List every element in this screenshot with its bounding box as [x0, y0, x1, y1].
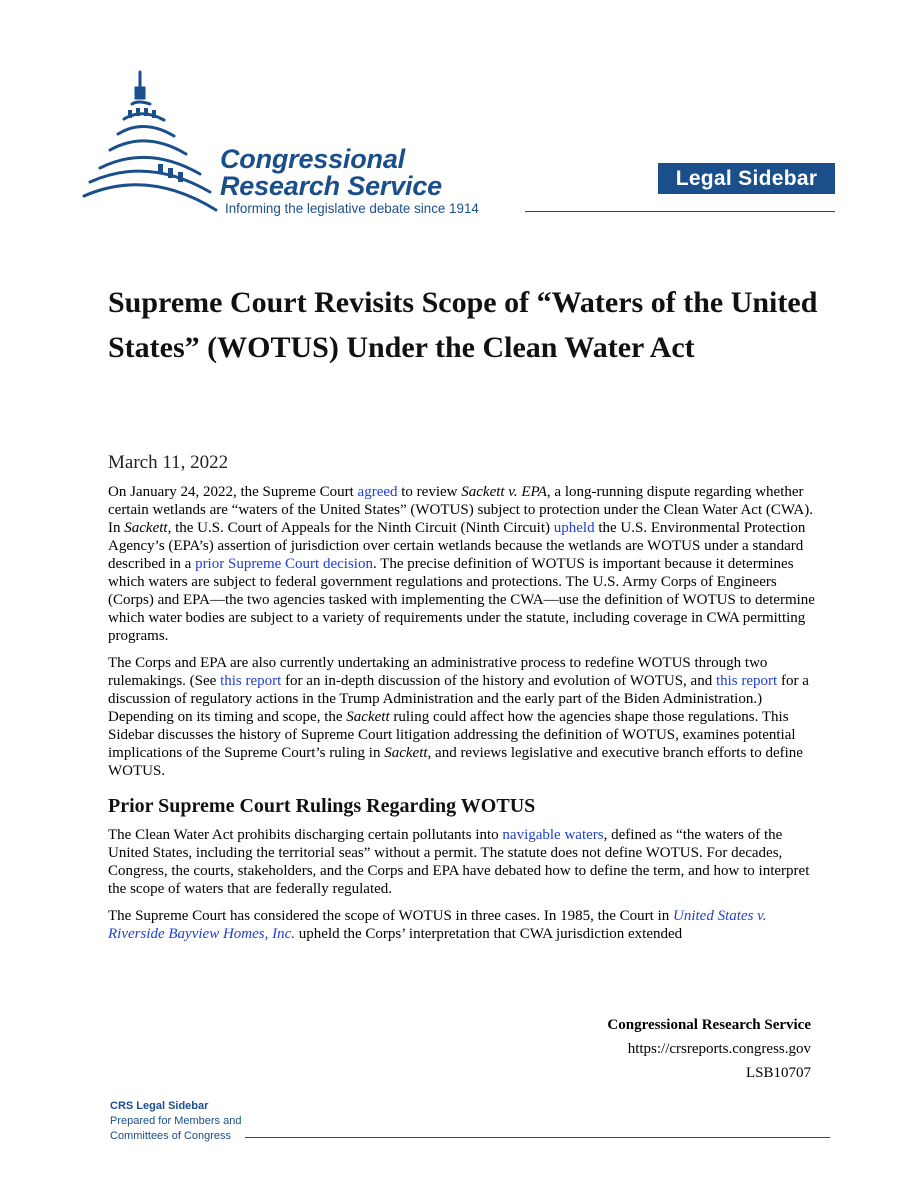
paragraph-1: On January 24, 2022, the Supreme Court agreed to review Sackett v. EPA, a long-running dispute regarding whether certain wetlands are “waters of the United States” (WOTUS) subject to protection under the Clean Water Act (CWA). In Sackett, the U.S. Court of Appeals for the Ninth Circuit (Ninth Circuit) upheld the U.S. Environmental Protection Agency’s (EPA’s) assertion of jurisdiction over certain wetlands because the wetlands are WOTUS under a standard described in a prior Supreme Court decision. The precise definition of WOTUS is important because it determines which waters are subject to federal government regulations and protections. The U.S. Army Corps of Engineers (Corps) and EPA—the two agencies tasked with implementing the CWA—use the definition of WOTUS to determine which water bodies are subject to a variety of requirements under the statute, including coverage in CWA permitting programs. — [108, 484, 815, 644]
link-agreed[interactable]: agreed — [357, 484, 398, 500]
footer-series-title: CRS Legal Sidebar — [110, 1100, 209, 1112]
link-riverside-bayview[interactable]: United States v. Riverside Bayview Homes, Inc. — [108, 908, 767, 942]
logo-name-line2: Research Service — [220, 171, 442, 201]
logo-name-line1: Congressional — [220, 144, 405, 174]
link-navigable-waters[interactable]: navigable waters — [502, 827, 604, 843]
capitol-dome-icon — [78, 64, 218, 224]
publication-date: March 11, 2022 — [108, 452, 229, 473]
footer-rule — [245, 1137, 830, 1138]
footer-series-line2: Committees of Congress — [110, 1130, 232, 1142]
article-body — [108, 483, 824, 952]
paragraph-2: The Corps and EPA are also currently undertaking an administrative process to redefine WOTUS through two rulemakings. (See this report for an in-depth discussion of the history and evolution of WOTUS, and this report for a discussion of regulatory actions in the Trump Administration and the early part of the Biden Administration.) Depending on its timing and scope, the Sackett ruling could affect how the agencies shape those regulations. This Sidebar discusses the history of Supreme Court litigation addressing the definition of WOTUS, examines potential implications of the Supreme Court’s ruling in Sackett, and reviews legislative and executive branch efforts to define WOTUS. — [108, 655, 809, 779]
paragraph-4: The Supreme Court has considered the scope of WOTUS in three cases. In 1985, the Court in United States v. Riverside Bayview Homes, Inc. upheld the Corps’ interpretation that CWA jurisdiction extended — [108, 908, 767, 942]
footer-series — [110, 1099, 241, 1144]
footer-url[interactable]: https://crsreports.congress.gov — [627, 1041, 811, 1057]
section-heading: Prior Supreme Court Rulings Regarding WOTUS — [108, 795, 536, 817]
footer-publisher — [607, 1013, 811, 1085]
link-this-report-1[interactable]: this report — [220, 673, 282, 689]
footer-org: Congressional Research Service — [607, 1017, 811, 1033]
footer-series-line1: Prepared for Members and — [110, 1115, 242, 1127]
legal-sidebar-badge: Legal Sidebar — [658, 163, 835, 194]
footer-report-code: LSB10707 — [745, 1065, 811, 1081]
logo-tagline: Informing the legislative debate since 1914 — [225, 201, 479, 216]
crs-logo — [78, 64, 538, 224]
page-title: Supreme Court Revisits Scope of “Waters of the United States” (WOTUS) Under the Clean Water Act — [108, 286, 818, 364]
link-prior-decision[interactable]: prior Supreme Court decision — [195, 556, 373, 572]
link-this-report-2[interactable]: this report — [715, 673, 778, 689]
link-upheld[interactable]: upheld — [553, 520, 595, 536]
paragraph-3: The Clean Water Act prohibits discharging certain pollutants into navigable waters, defined as “the waters of the United States, including the territorial seas” without a permit. The statute does not define WOTUS. For decades, Congress, the courts, stakeholders, and the Corps and EPA have debated how to define the term, and how to interpret the scope of waters that are federally regulated. — [108, 827, 810, 897]
header-rule — [525, 211, 835, 212]
